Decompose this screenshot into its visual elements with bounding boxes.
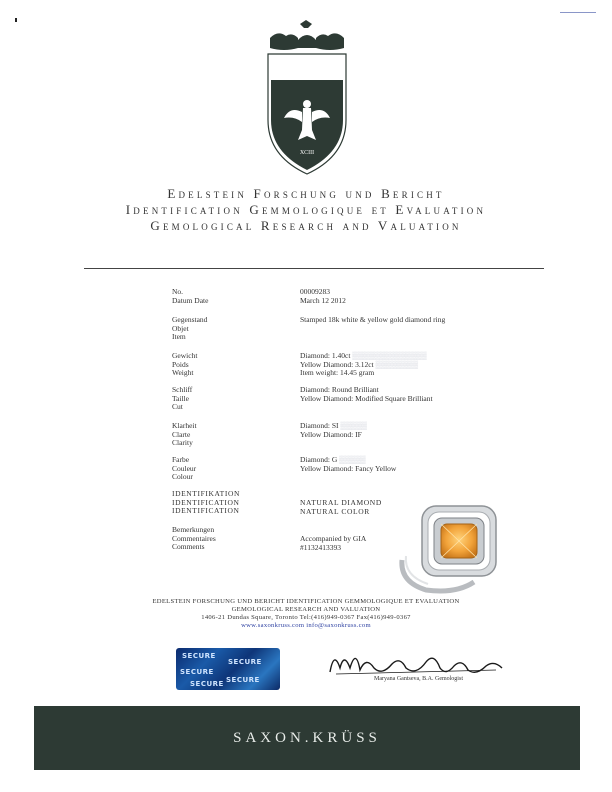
crest-shield-icon (264, 18, 350, 178)
field-labels-cut: Schliff Taille Cut (172, 385, 193, 412)
brand-logo-text: SAXON.KRÜSS (233, 730, 381, 746)
footer-address: 1406-21 Dundas Square, Toronto Tel:(416)949-0367 Fax(416)949-0367 (201, 614, 411, 621)
title-line-german: Edelstein Forschung und Bericht (167, 186, 445, 201)
title-line-english: Gemological Research and Valuation (150, 218, 462, 233)
field-labels-colour: Farbe Couleur Colour (172, 455, 197, 482)
field-labels-weight: Gewicht Poids Weight (172, 351, 198, 378)
divider (84, 268, 544, 269)
svg-text:XCIII: XCIII (299, 150, 315, 156)
footer-line-2: GEMOLOGICAL RESEARCH AND VALUATION (231, 606, 381, 613)
field-values-identification: NATURAL DIAMOND NATURAL COLOR (300, 498, 382, 516)
field-values-comments: Accompanied by GIA #1132413393 (300, 534, 367, 552)
signature-name: Maryana Gantseva, B.A. Gemologist (374, 676, 463, 682)
field-labels-no-date: No. Datum Date (172, 287, 209, 305)
signature-icon (326, 646, 506, 680)
footer-line-1: EDELSTEIN FORSCHUNG UND BERICHT IDENTIFICATION GEMMOLOGIQUE ET EVALUATION (152, 598, 460, 605)
field-labels-clarity: Klarheit Clarte Clarity (172, 421, 197, 448)
field-values-cut: Diamond: Round Brilliant Yellow Diamond: Modified Square Brilliant (300, 385, 433, 403)
top-rule-mark (560, 12, 596, 13)
title-line-french: Identification Gemmologique et Evaluation (125, 202, 487, 217)
field-labels-comments: Bemerkungen Commentaires Comments (172, 525, 216, 552)
brand-bar (34, 706, 580, 770)
ring-photo-icon (396, 498, 506, 594)
field-values-colour: Diamond: G ▒▒▒▒▒ Yellow Diamond: Fancy Yellow (300, 455, 397, 473)
field-values-item: Stamped 18k white & yellow gold diamond ring (300, 315, 446, 324)
corner-mark (15, 18, 17, 22)
security-hologram-icon: SECURE SECURE SECURE SECURE SECURE (176, 648, 280, 690)
field-values-no-date: 00009283 March 12 2012 (300, 287, 346, 305)
field-values-weight: Diamond: 1.40ct ▒▒▒▒▒▒▒▒▒▒▒▒▒▒ Yellow Diamond: 3.12ct ▒▒▒▒▒▒▒▒ Item weight: 14.45 gram (300, 351, 427, 378)
footer-website-link[interactable]: www.saxonkruss.com info@saxonkruss.com (241, 622, 371, 629)
field-values-clarity: Diamond: SI ▒▒▒▒▒ Yellow Diamond: IF (300, 421, 367, 439)
field-labels-item: Gegenstand Objet Item (172, 315, 208, 342)
field-labels-identification: IDENTIFIKATION IDENTIFICATION IDENTIFICATION (172, 489, 240, 516)
